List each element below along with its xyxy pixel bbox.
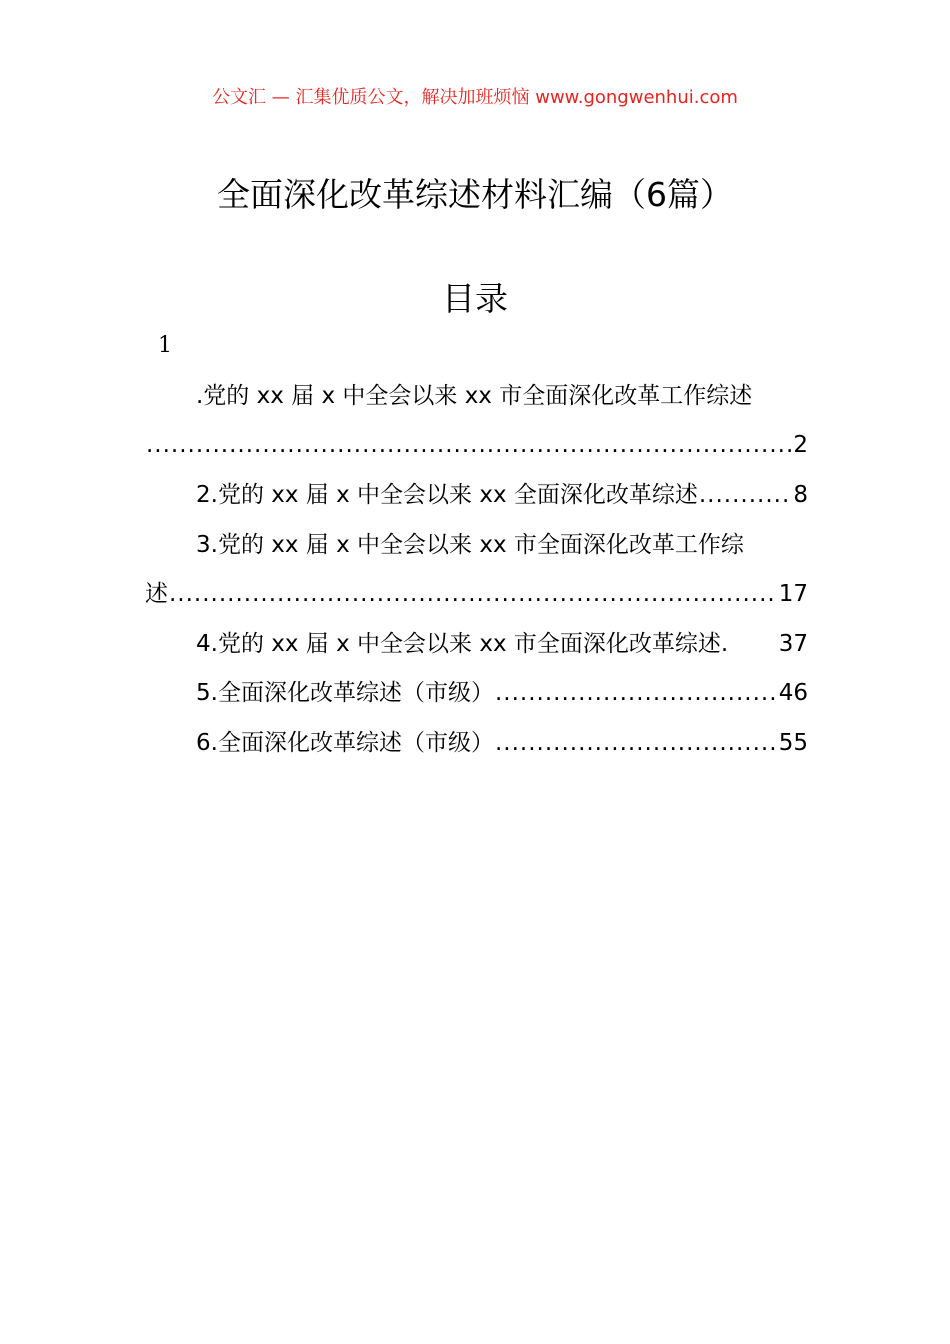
toc-entry-4-title: 4.党的 xx 届 x 中全会以来 xx 市全面深化改革综述.: [196, 631, 729, 657]
toc-entry-3-line-2[interactable]: [145, 577, 808, 611]
header-banner: 公文汇 — 汇集优质公文，解决加班烦恼 www.gongwenhui.com: [212, 87, 738, 108]
toc-entry-6-title: 6.全面深化改革综述（市级）: [196, 730, 494, 756]
toc-entry-5-page: 46: [778, 680, 808, 706]
dot-leader: [495, 676, 778, 710]
toc-entry-1-line-2[interactable]: [145, 428, 808, 462]
toc-entry-5-title: 5.全面深化改革综述（市级）: [196, 680, 494, 706]
stray-number: 1: [158, 333, 172, 358]
dot-leader: [699, 478, 792, 512]
toc-entry-3-title-cont: 述: [145, 581, 168, 607]
toc-entry-2-title: 2.党的 xx 届 x 中全会以来 xx 全面深化改革综述: [196, 482, 698, 508]
toc-entry-4-page: 37: [778, 631, 808, 657]
toc-entry-2-page: 8: [793, 482, 808, 508]
toc-entry-3-line-1[interactable]: [196, 528, 808, 562]
dot-leader: [495, 726, 778, 760]
toc-entry-3-title: 3.党的 xx 届 x 中全会以来 xx 市全面深化改革工作综: [196, 532, 744, 558]
toc-entry-1-title: .党的 xx 届 x 中全会以来 xx 市全面深化改革工作综述: [196, 383, 753, 409]
dot-leader: [146, 428, 792, 462]
toc-heading: 目录: [442, 279, 508, 318]
toc-entry-5[interactable]: [196, 676, 808, 710]
toc-entry-6-page: 55: [778, 730, 808, 756]
dot-leader: [169, 577, 778, 611]
toc-entry-4[interactable]: [196, 627, 808, 661]
toc-entry-6[interactable]: [196, 726, 808, 760]
toc-entry-1-line-1[interactable]: [196, 379, 808, 413]
document-title: 全面深化改革综述材料汇编（6篇）: [217, 175, 733, 214]
toc-entry-2[interactable]: [196, 478, 808, 512]
toc-entry-3-page: 17: [778, 581, 808, 607]
toc-entry-1-page: 2: [793, 432, 808, 458]
